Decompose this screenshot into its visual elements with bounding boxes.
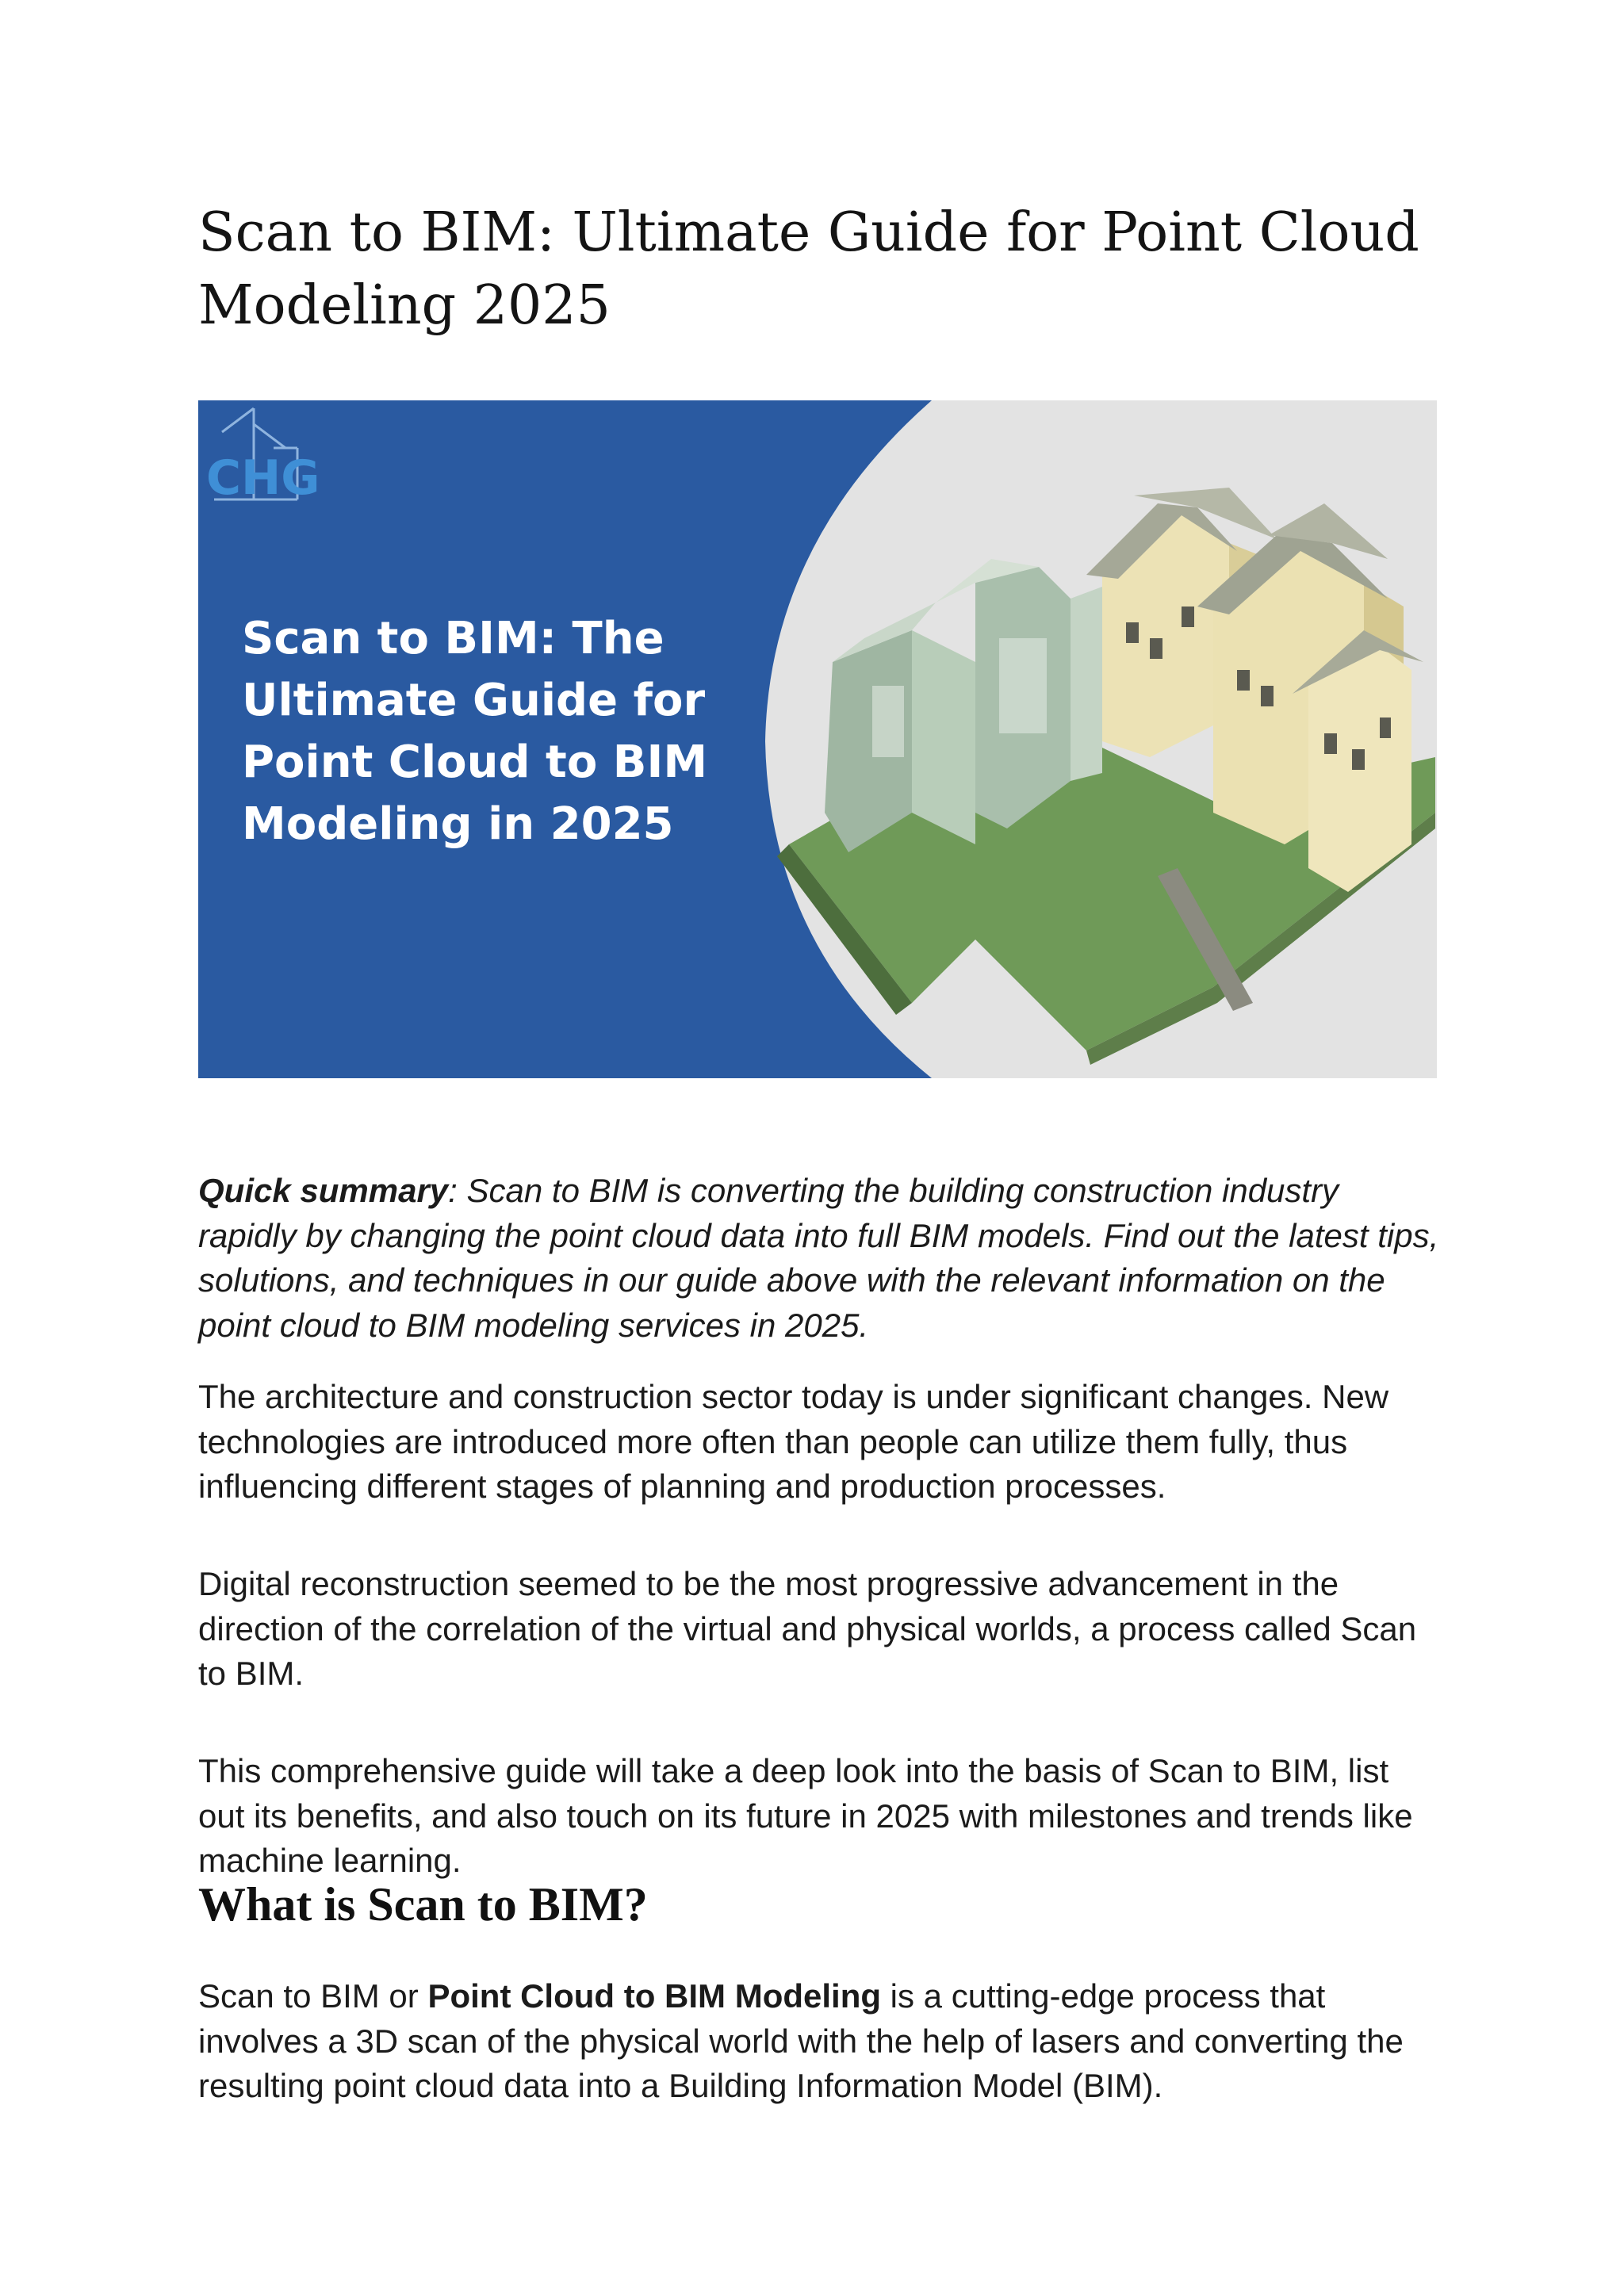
section-heading: What is Scan to BIM?	[198, 1878, 648, 1931]
definition-bold-term: Point Cloud to BIM Modeling	[427, 1977, 882, 2015]
building-illustration	[777, 488, 1435, 1065]
quick-summary-label: Quick summary	[198, 1172, 449, 1209]
paragraph-definition	[198, 1974, 1443, 2109]
paragraph-guide-overview: This comprehensive guide will take a deep look into the basis of Scan to BIM, list out its benefits, and also touch on its future in 2025 with milestones and trends like machine learning.	[198, 1752, 1413, 1879]
company-logo-icon	[198, 400, 320, 511]
hero-image	[198, 400, 1437, 1078]
svg-text:CHG: CHG	[206, 450, 320, 506]
quick-summary	[198, 1169, 1443, 1348]
quick-summary-text: : Scan to BIM is converting the building construction industry rapidly by changing the point cloud data into full BIM models. Find out the latest tips, solutions, and techniques in our guide above with the relevant information on the point cloud to BIM modeling services in 2025.	[198, 1172, 1439, 1344]
page-title: Scan to BIM: Ultimate Guide for Point Cloud Modeling 2025	[198, 201, 1419, 337]
definition-text-start: Scan to BIM or	[198, 1977, 428, 2015]
definition-text-end: is a cutting-edge process that involves a 3D scan of the physical world with the help of lasers and converting the resulting point cloud data into a Building Information Model (BIM).	[198, 1977, 1404, 2104]
paragraph-intro: The architecture and construction sector today is under significant changes. New technologies are introduced more often than people can utilize them fully, thus influencing different stages of planning and production processes.	[198, 1378, 1389, 1505]
paragraph-digital-reconstruction: Digital reconstruction seemed to be the most progressive advancement in the direction of the correlation of the virtual and physical worlds, a process called Scan to BIM.	[198, 1565, 1417, 1692]
hero-headline: Scan to BIM: The Ultimate Guide for Point Cloud to BIM Modeling in 2025	[242, 613, 708, 850]
